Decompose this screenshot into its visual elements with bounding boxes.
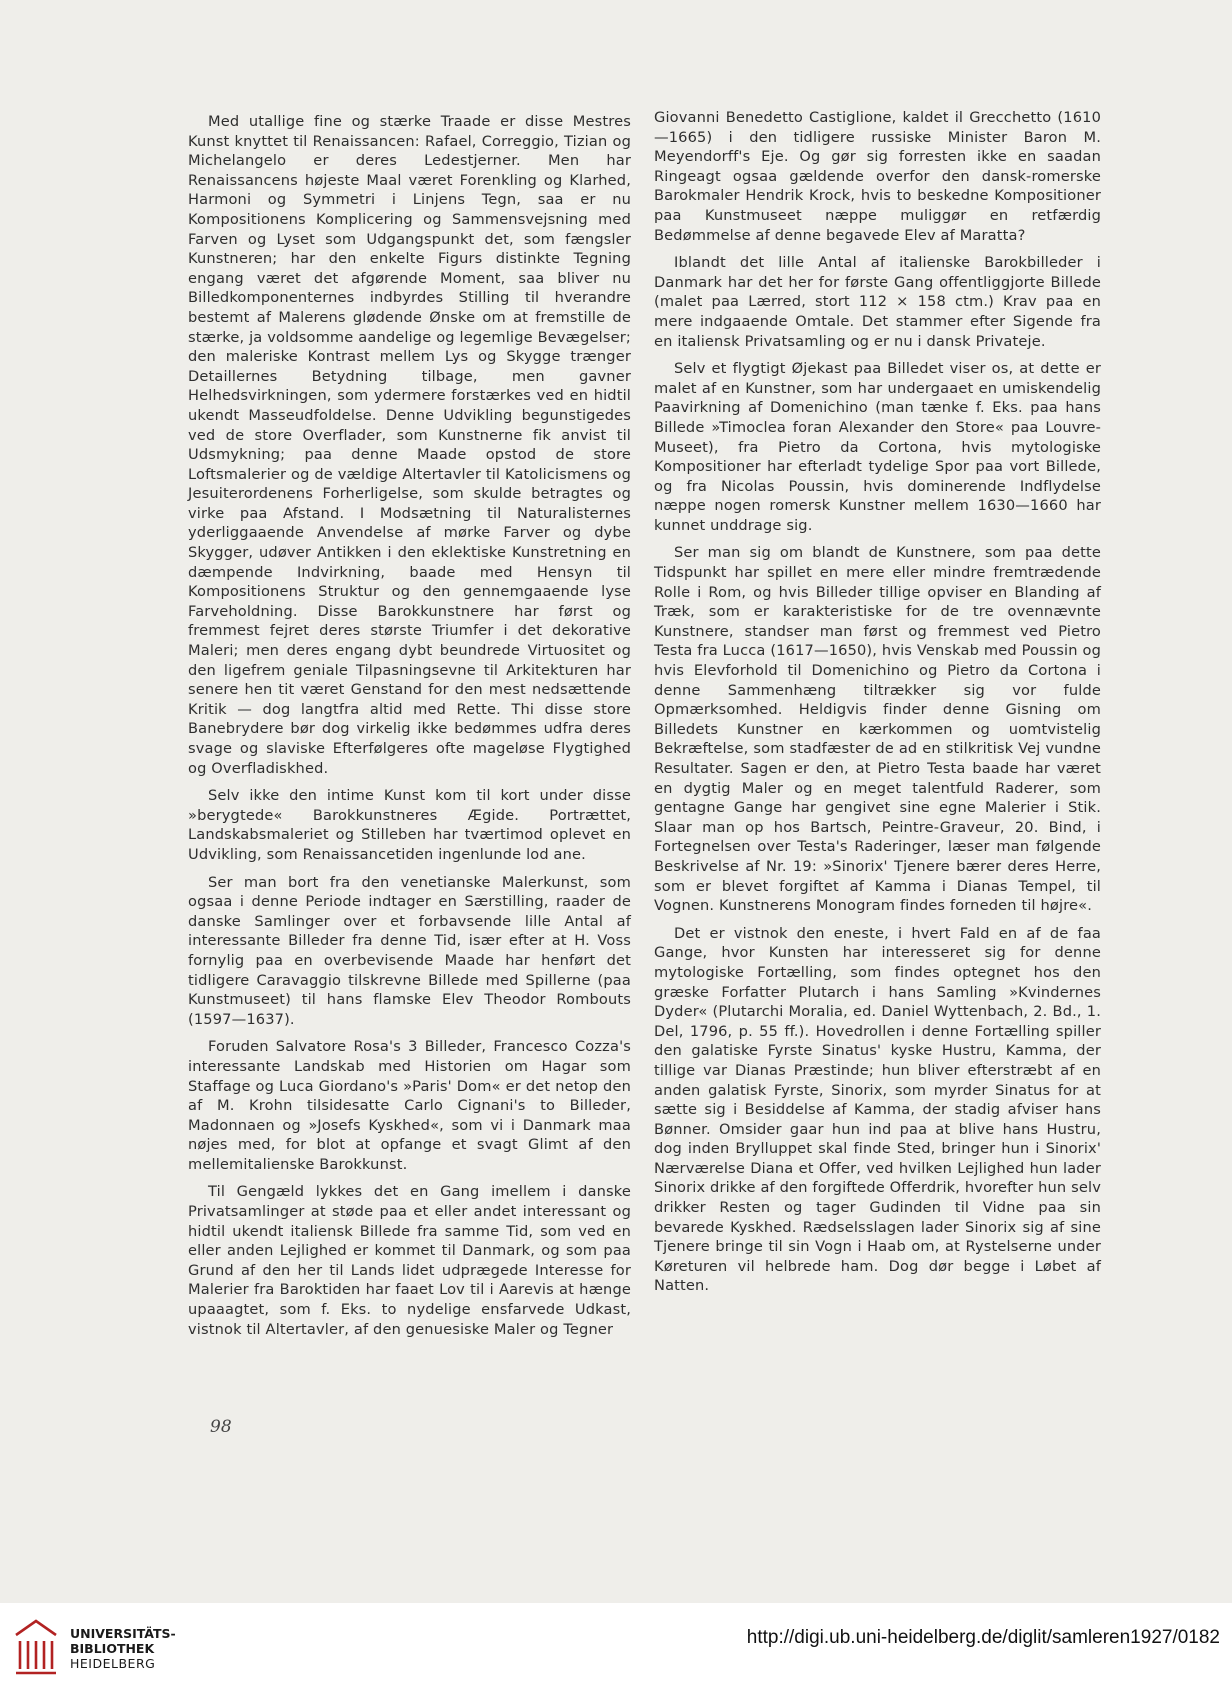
left-text-column xyxy=(188,112,631,1347)
paragraph: Selv et flygtigt Øjekast paa Billedet viser os, at dette er malet af en Kunstner, som har undergaaet en umiskendelig Paavirkning af Domenichino (man tænke f. Eks. paa hans Billede »Timoclea foran Alexander den Store« paa Louvre-Museet), fra Pietro da Cortona, hvis mytologiske Kompositioner har efterladt tydelige Spor paa vort Billede, og fra Nicolas Poussin, hvis dominerende Indflydelse næppe nogen romersk Kunstner mellem 1630—1660 har kunnet unddrage sig. xyxy=(654,360,1101,534)
library-city: HEIDELBERG xyxy=(70,1656,156,1671)
paragraph: Giovanni Benedetto Castiglione, kaldet il Grecchetto (1610—1665) i den tidligere russiske Minister Baron M. Meyendorff's Eje. Og gør sig forresten ikke en saadan Ringeagt ogsaa gældende overfor den dansk-romerske Barokmaler Hendrik Krock, hvis to beskedne Kompositioner paa Kunstmuseet næppe muliggør en retfærdig Bedømmelse af denne begavede Elev af Maratta? xyxy=(654,109,1101,244)
paragraph: Med utallige fine og stærke Traade er disse Mestres Kunst knyttet til Renaissancen: Rafael, Correggio, Tizian og Michelangelo er deres Ledestjerner. Men har Renaissancens højeste Maal været Forenkling og Klarhed, Harmoni og Symmetri i Linjens Tegn, saa er nu Kompositionens Komplicering og Sammensvejsning med Farven og Lyset som Udgangspunkt det, som fængsler Kunstneren; har den enkelte Figurs distinkte Tegning engang været det afgørende Moment, saa bliver nu Billedkomponenternes indbyrdes Stilling til hverandre bestemt af Malerens glødende Ønske om at fremstille de stærke, ja voldsomme aandelige og legemlige Bevægelser; den maleriske Kontrast mellem Lys og Skygge trænger Detaillernes Betydning tilbage, men gavner Helhedsvirkningen, som ydermere forstærkes ved en hidtil ukendt Masseudfoldelse. Denne Udvikling begunstigedes ved de store Overflader, som Kunstnerne fik anvist til Udsmykning; paa denne Maade opstod de store Loftsmalerier og de vældige Altertavler til Katolicismens og Jesuiterordenens Forherligelse, som skulde betragtes og virke paa Afstand. I Modsætning til Naturalisternes yderliggaaende Anvendelse af mørke Farver og dybe Skygger, udøver Antikken i den eklektiske Kunstretning en dæmpende Indvirkning, baade med Hensyn til Kompositionens Struktur og den gennemgaaende lyse Farveholdning. Disse Barokkunstnere har først og fremmest fejret deres største Triumfer i det dekorative Maleri; men deres engang dybt beundrede Virtuositet og den ligefrem geniale Tilpasningsevne til Arkitekturen har senere hen tit været Genstand for den mest nedsættende Kritik — dog langtfra altid med Rette. Thi disse store Banebrydere bør dog virkelig ikke bedømmes udfra deres svage og slaviske Efterfølgeres ofte mageløse Flygtighed og Overfladiskhed. xyxy=(188,113,631,777)
page-number: 98 xyxy=(210,1417,232,1437)
library-name-line: BIBLIOTHEK xyxy=(70,1641,155,1656)
paragraph: Selv ikke den intime Kunst kom til kort under disse »berygtede« Barokkunstneres Ægide. Portrættet, Landskabsmaleriet og Stilleben har tværtimod oplevet en Udvikling, som Renaissancetiden ingenlunde lod ane. xyxy=(188,787,631,863)
paragraph: Foruden Salvatore Rosa's 3 Billeder, Francesco Cozza's interessante Landskab med Historien om Hagar som Staffage og Luca Giordano's »Paris' Dom« er det netop den af M. Krohn tilsidesatte Carlo Cignani's to Billeder, Madonnaen og »Josefs Kyskhed«, som vi i Danmark maa nøjes med, for blot at opfange et svagt Glimt af den mellemitalienske Barokkunst. xyxy=(188,1038,631,1173)
paragraph: Ser man sig om blandt de Kunstnere, som paa dette Tidspunkt har spillet en mere eller mindre fremtrædende Rolle i Rom, og hvis Billeder tillige opviser en Blanding af Træk, som er karakteristiske for de tre ovennævnte Kunstnere, standser man først og fremmest ved Pietro Testa fra Lucca (1617—1650), hvis Venskab med Poussin og hvis Elevforhold til Domenichino og Pietro da Cortona i denne Sammenhæng tiltrækker sig vor fulde Opmærksomhed. Heldigvis finder denne Gisning om Billedets Kunstner en kærkommen og uomtvistelig Bekræftelse, som stadfæster de ad en stilkritisk Vej vundne Resultater. Sagen er den, at Pietro Testa baade har været en dygtig Maler og en meget talentfuld Raderer, som gentagne Gange har gengivet sine egne Malerier i Stik. Slaar man op hos Bartsch, Peintre-Graveur, 20. Bind, i Fortegnelsen over Testa's Raderinger, læser man følgende Beskrivelse af Nr. 19: »Sinorix' Tjenere bærer deres Herre, som er blevet forgiftet af Kamma i Dianas Tempel, til Vognen. Kunstnerens Monogram findes forneden til højre«. xyxy=(654,544,1101,915)
source-url-link[interactable]: http://digi.ub.uni-heidelberg.de/diglit/samleren1927/0182 xyxy=(746,1627,1220,1648)
footer-bar xyxy=(0,1603,1232,1692)
library-name-line: UNIVERSITÄTS- xyxy=(70,1626,176,1641)
paragraph: Det er vistnok den eneste, i hvert Fald en af de faa Gange, hvor Kunsten har interesseret sig for denne mytologiske Fortælling, som findes optegnet hos den græske Forfatter Plutarch i hans Samling »Kvindernes Dyder« (Plutarchi Moralia, ed. Daniel Wyttenbach, 2. Bd., 1. Del, 1796, p. 55 ff.). Hovedrollen i denne Fortælling spiller den galatiske Fyrste Sinatus' kyske Hustru, Kamma, der tillige var Dianas Præstinde; hun bliver efterstræbt af en anden galatisk Fyrste, Sinorix, som myrder Sinatus for at sætte sig i Besiddelse af Kamma, der stadig afviser hans Bønner. Omsider gaar hun ind paa at blive hans Hustru, dog inden Brylluppet skal finde Sted, bringer hun i Sinorix' Nærværelse Diana et Offer, ved hvilken Lejlighed hun lader Sinorix drikke af den forgiftede Offerdrik, hvorefter hun selv drikker Resten og tager Gudinden til Vidne paa sin bevarede Kyskhed. Rædselsslagen lader Sinorix sig af sine Tjenere bringe til sin Vogn i Haab om, at Rystelserne under Køreturen vil helbrede ham. Dog dør begge i Løbet af Natten. xyxy=(654,924,1101,1295)
paragraph: Til Gengæld lykkes det en Gang imellem i danske Privatsamlinger at støde paa et eller andet interessant og hidtil ukendt italiensk Billede fra samme Tid, som ved en eller anden Lejlighed er kommet til Danmark, og som paa Grund af den her til Lands lidet udprægede Interesse for Malerier fra Baroktiden har faaet Lov til i Aarevis at hænge upaaagtet, som f. Eks. to nydelige ensfarvede Udkast, vistnok til Altertavler, af den genuesiske Maler og Tegner xyxy=(188,1183,631,1338)
paragraph: Ser man bort fra den venetianske Malerkunst, som ogsaa i denne Periode indtager en Særstilling, raader de danske Samlinger over et forbavsende lille Antal af interessante Billeder fra denne Tid, især efter at H. Voss fornylig paa en overbevisende Maade har henført det tidligere Caravaggio tilskrevne Billede med Spillerne (paa Kunstmuseet) til hans flamske Elev Theodor Rombouts (1597—1637). xyxy=(188,873,631,1028)
library-name xyxy=(70,1626,176,1671)
university-library-logo-icon[interactable] xyxy=(12,1615,60,1677)
paragraph: Iblandt det lille Antal af italienske Barokbilleder i Danmark har det her for første Gang offentliggjorte Billede (malet paa Lærred, stort 112 ⨯ 158 ctm.) Krav paa en mere indgaaende Omtale. Det stammer efter Sigende fra en italiensk Privatsamling og er nu i dansk Privateje. xyxy=(654,254,1101,350)
right-text-column xyxy=(654,108,1101,1304)
